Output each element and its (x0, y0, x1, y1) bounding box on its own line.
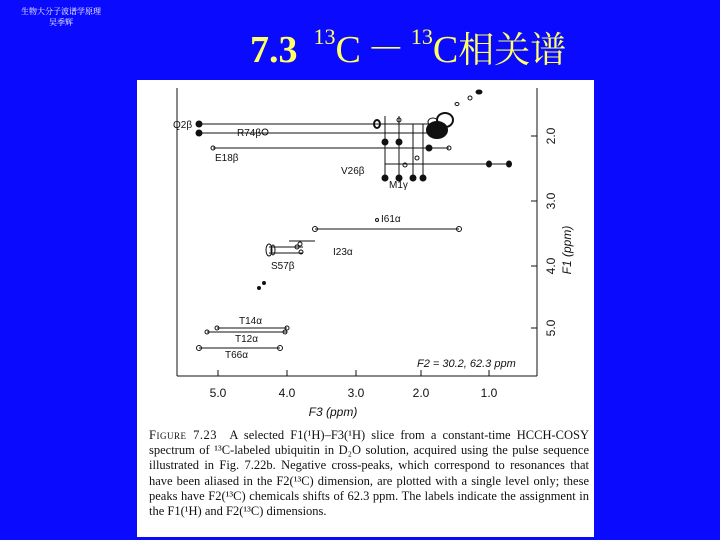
x-tick-label: 1.0 (480, 386, 498, 400)
cross-peak (410, 175, 416, 181)
cross-peak (382, 139, 388, 145)
y-tick-label: 3.0 (544, 192, 558, 210)
diagonal-peak (415, 156, 419, 160)
element-symbol-2: C (432, 29, 459, 71)
cross-peak (396, 139, 402, 145)
cross-peak (487, 161, 492, 167)
label-q2b: Q2β (173, 120, 193, 131)
slide-title (250, 12, 566, 76)
diagonal-peaks (258, 90, 483, 290)
caption-text: A selected F1(¹H)–F3(¹H) slice from a constant-time HCCH-COSY spectrum of ¹³C-labeled ubiquitin in D₂O solution, acquired using the pulse sequence illustrated in Fig. 7.22b. Negative cross-peaks, which correspond to resonances that have been aliased in the F2(¹³C) dimension, are plotted with a single level only; these peaks have F2(¹³C) chemicals shifts of 62.3 ppm. The labels indicate the assignment in the F1(¹H) and F2(¹³C) dimensions. (149, 428, 590, 519)
cross-peak (196, 121, 202, 127)
label-t14a: T14α (239, 316, 263, 327)
x-tick-label: 5.0 (209, 386, 227, 400)
y-tick-label: 2.0 (544, 127, 558, 145)
label-t12a: T12α (235, 334, 259, 345)
cross-peak (382, 175, 388, 181)
diagonal-peak (468, 96, 472, 100)
y-tick-label: 4.0 (544, 257, 558, 275)
x-axis-label: F3 (ppm) (308, 405, 358, 419)
cross-peak (196, 130, 202, 136)
label-r74b: R74β (237, 128, 262, 139)
spectrum-figure (137, 80, 594, 537)
section-number: 7.3 (250, 29, 298, 71)
cross-peak (262, 129, 268, 135)
label-v26b: V26β (341, 166, 365, 177)
diagonal-peak (258, 287, 261, 290)
label-t66a: T66α (225, 350, 249, 361)
title-cjk: 相关谱 (458, 30, 567, 71)
x-tick-label: 3.0 (347, 386, 365, 400)
diagonal-peak (376, 219, 379, 222)
slice-annotation: F2 = 30.2, 62.3 ppm (417, 358, 516, 370)
cross-peak (426, 145, 432, 151)
author-name: 吴季辉 (49, 18, 73, 27)
label-i61a: I61α (381, 214, 401, 225)
element-symbol-1: C (335, 29, 361, 71)
diagonal-peak (455, 103, 459, 106)
label-i23a: I23α (333, 247, 353, 258)
course-title: 生物大分子波谱学原理 (21, 7, 101, 16)
diagonal-peak (263, 282, 266, 285)
y-axis-label: F1 (ppm) (560, 225, 574, 275)
diagonal-peak (476, 90, 482, 94)
y-tick-label: 5.0 (544, 319, 558, 337)
isotope-superscript-1: 13 (313, 24, 336, 49)
isotope-superscript-2: 13 (410, 24, 433, 49)
figure-caption (149, 428, 589, 519)
figure-number: Figure 7.23 (149, 428, 217, 442)
label-s57b: S57β (271, 261, 295, 272)
label-e18b: E18β (215, 153, 239, 164)
corner-caption (6, 6, 116, 28)
title-dash: － (366, 29, 405, 71)
cross-peak (420, 175, 426, 181)
cross-peak (507, 161, 512, 167)
label-m1g: M1γ (389, 180, 408, 191)
x-tick-label: 2.0 (412, 386, 430, 400)
x-axis (210, 370, 498, 419)
x-tick-label: 4.0 (278, 386, 296, 400)
